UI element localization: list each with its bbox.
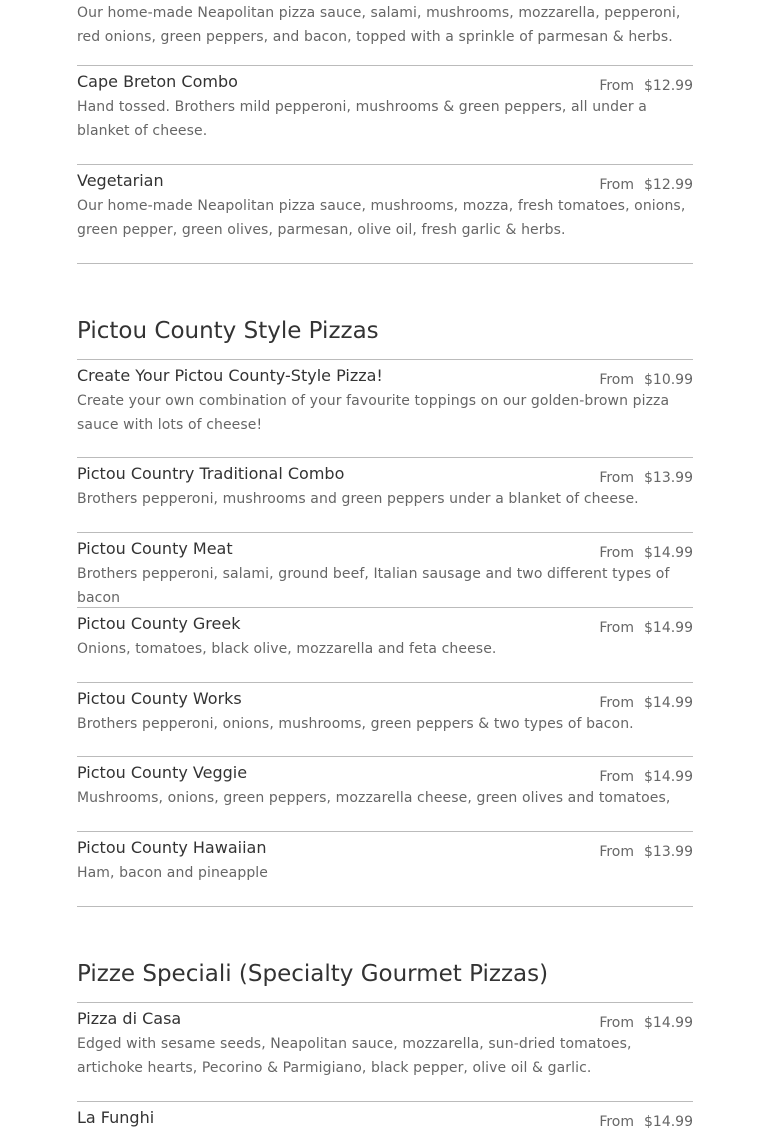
price-from: From bbox=[599, 372, 634, 388]
price-value: $14.99 bbox=[644, 1114, 693, 1130]
price-from: From bbox=[599, 1114, 634, 1130]
menu-item bbox=[77, 1002, 693, 1094]
item-name: Pizza di Casa bbox=[77, 1009, 182, 1028]
item-name: Cape Breton Combo bbox=[77, 72, 238, 91]
section-divider bbox=[77, 906, 693, 907]
menu-item bbox=[77, 756, 693, 824]
item-price bbox=[599, 693, 693, 713]
item-description: Hand tossed. Brothers mild pepperoni, mushrooms & green peppers, all under a blanket of cheese. bbox=[77, 99, 647, 139]
item-description: Our home-made Neapolitan pizza sauce, mushrooms, mozza, fresh tomatoes, onions, green pepper, green olives, parmesan, olive oil, fresh garlic & herbs. bbox=[77, 198, 686, 238]
price-from: From bbox=[599, 470, 634, 486]
item-name: La Funghi bbox=[77, 1108, 155, 1127]
price-value: $12.99 bbox=[644, 177, 693, 193]
section-divider bbox=[77, 263, 693, 264]
section-title: Pictou County Style Pizzas bbox=[77, 318, 379, 344]
price-from: From bbox=[599, 844, 634, 860]
item-price bbox=[599, 370, 693, 390]
item-price bbox=[599, 543, 693, 563]
item-name: Pictou Country Traditional Combo bbox=[77, 464, 345, 483]
menu-item bbox=[77, 359, 693, 451]
price-from: From bbox=[599, 78, 634, 94]
menu-item bbox=[77, 682, 693, 750]
item-name: Create Your Pictou County-Style Pizza! bbox=[77, 366, 383, 385]
item-price bbox=[599, 1013, 693, 1033]
price-value: $14.99 bbox=[644, 545, 693, 561]
menu-item bbox=[77, 457, 693, 525]
price-value: $14.99 bbox=[644, 620, 693, 636]
price-from: From bbox=[599, 769, 634, 785]
price-value: $14.99 bbox=[644, 769, 693, 785]
item-description: Brothers pepperoni, salami, ground beef, Italian sausage and two different types of bacon bbox=[77, 566, 670, 606]
item-name: Pictou County Meat bbox=[77, 539, 233, 558]
price-from: From bbox=[599, 1015, 634, 1031]
item-name: Pictou County Greek bbox=[77, 614, 241, 633]
price-value: $14.99 bbox=[644, 695, 693, 711]
item-name: Vegetarian bbox=[77, 171, 164, 190]
item-price bbox=[599, 175, 693, 195]
item-name: Pictou County Works bbox=[77, 689, 242, 708]
price-value: $12.99 bbox=[644, 78, 693, 94]
menu-item bbox=[77, 831, 693, 899]
item-name: Pictou County Hawaiian bbox=[77, 838, 267, 857]
item-description: Brothers pepperoni, mushrooms and green peppers under a blanket of cheese. bbox=[77, 491, 639, 507]
item-price bbox=[599, 468, 693, 488]
item-description: Ham, bacon and pineapple bbox=[77, 865, 269, 881]
price-from: From bbox=[599, 177, 634, 193]
item-description: Create your own combination of your favourite toppings on our golden-brown pizza sauce with lots of cheese! bbox=[77, 393, 670, 433]
menu-item bbox=[77, 607, 693, 675]
price-value: $13.99 bbox=[644, 470, 693, 486]
item-description: Mushrooms, onions, green peppers, mozzarella cheese, green olives and tomatoes, bbox=[77, 790, 671, 806]
item-description: Our home-made Neapolitan pizza sauce, salami, mushrooms, mozzarella, pepperoni, red onions, green peppers, and bacon, topped with a sprinkle of parmesan & herbs. bbox=[77, 5, 681, 45]
item-price bbox=[599, 767, 693, 787]
section-title: Pizze Speciali (Specialty Gourmet Pizzas) bbox=[77, 961, 549, 987]
price-value: $14.99 bbox=[644, 1015, 693, 1031]
price-from: From bbox=[599, 695, 634, 711]
menu-item bbox=[77, 1101, 693, 1128]
item-name: Pictou County Veggie bbox=[77, 763, 248, 782]
item-description: Onions, tomatoes, black olive, mozzarella and feta cheese. bbox=[77, 641, 497, 657]
item-price bbox=[599, 618, 693, 638]
item-price bbox=[599, 842, 693, 862]
item-price bbox=[599, 1112, 693, 1132]
price-from: From bbox=[599, 620, 634, 636]
price-from: From bbox=[599, 545, 634, 561]
price-value: $13.99 bbox=[644, 844, 693, 860]
menu-item bbox=[77, 164, 693, 256]
price-value: $10.99 bbox=[644, 372, 693, 388]
item-price bbox=[599, 76, 693, 96]
item-description: Brothers pepperoni, onions, mushrooms, green peppers & two types of bacon. bbox=[77, 716, 634, 732]
item-description: Edged with sesame seeds, Neapolitan sauce, mozzarella, sun-dried tomatoes, artichoke hearts, Pecorino & Parmigiano, black pepper, olive oil & garlic. bbox=[77, 1036, 632, 1076]
menu-item bbox=[77, 65, 693, 157]
